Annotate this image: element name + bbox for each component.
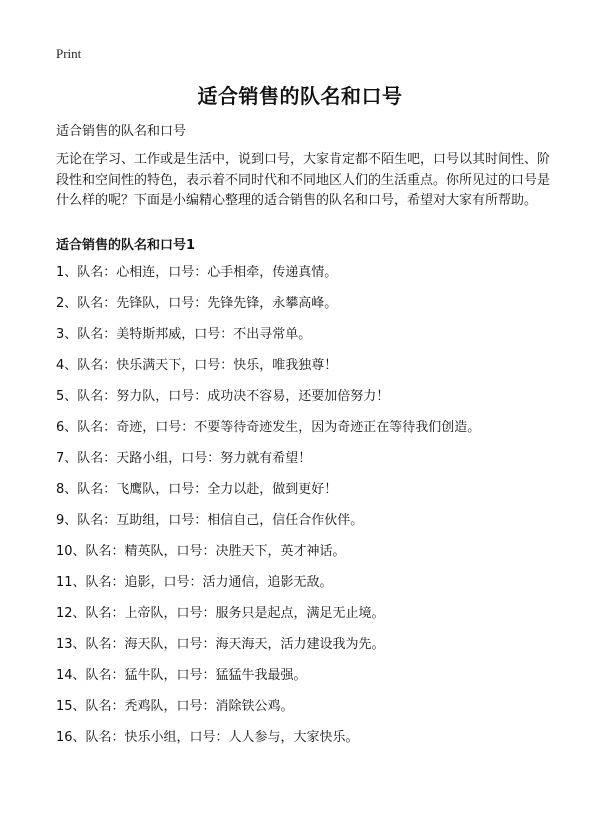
list-item: 5、队名：努力队，口号：成功决不容易，还要加倍努力！ — [56, 389, 390, 404]
section-heading: 适合销售的队名和口号1 — [56, 238, 196, 253]
list-item: 8、队名：飞鹰队，口号：全力以赴，做到更好！ — [56, 482, 338, 497]
list-item: 16、队名：快乐小组，口号：人人参与，大家快乐。 — [56, 730, 359, 745]
slogan-list — [56, 263, 556, 759]
list-item: 13、队名：海天队，口号：海天海天，活力建设我为先。 — [56, 637, 385, 652]
list-item: 7、队名：天路小组，口号：努力就有希望！ — [56, 451, 312, 466]
list-item: 3、队名：美特斯邦威，口号：不出寻常单。 — [56, 327, 312, 342]
document-subtitle: 适合销售的队名和口号 — [56, 124, 187, 139]
list-item: 2、队名：先锋队，口号：先锋先锋，永攀高峰。 — [56, 296, 338, 311]
list-item: 10、队名：精英队，口号：决胜天下，英才神话。 — [56, 544, 346, 559]
intro-paragraph: 无论在学习、工作或是生活中，说到口号，大家肯定都不陌生吧，口号以其时间性、阶段性和空间性的特色，表示着不同时代和不同地区人们的生活重点。你所见过的口号是什么样的呢？下面是小编精心整理的适合销售的队名和口号，希望对大家有所帮助。 — [56, 152, 551, 208]
list-item: 12、队名：上帝队，口号：服务只是起点，满足无止境。 — [56, 606, 385, 621]
print-link[interactable]: Print — [56, 46, 82, 61]
list-item: 1、队名：心相连，口号：心手相牵，传递真情。 — [56, 265, 338, 280]
list-item: 4、队名：快乐满天下，口号：快乐，唯我独尊！ — [56, 358, 338, 373]
list-item: 14、队名：猛牛队，口号：猛猛牛我最强。 — [56, 668, 307, 683]
document-title: 适合销售的队名和口号 — [197, 84, 403, 108]
list-item: 6、队名：奇迹，口号：不要等待奇迹发生，因为奇迹正在等待我们创造。 — [56, 420, 481, 435]
list-item: 11、队名：追影，口号：活力通信，追影无敌。 — [56, 575, 333, 590]
list-item: 15、队名：秃鸡队，口号：消除铁公鸡。 — [56, 699, 294, 714]
list-item: 9、队名：互助组，口号：相信自己，信任合作伙伴。 — [56, 513, 364, 528]
